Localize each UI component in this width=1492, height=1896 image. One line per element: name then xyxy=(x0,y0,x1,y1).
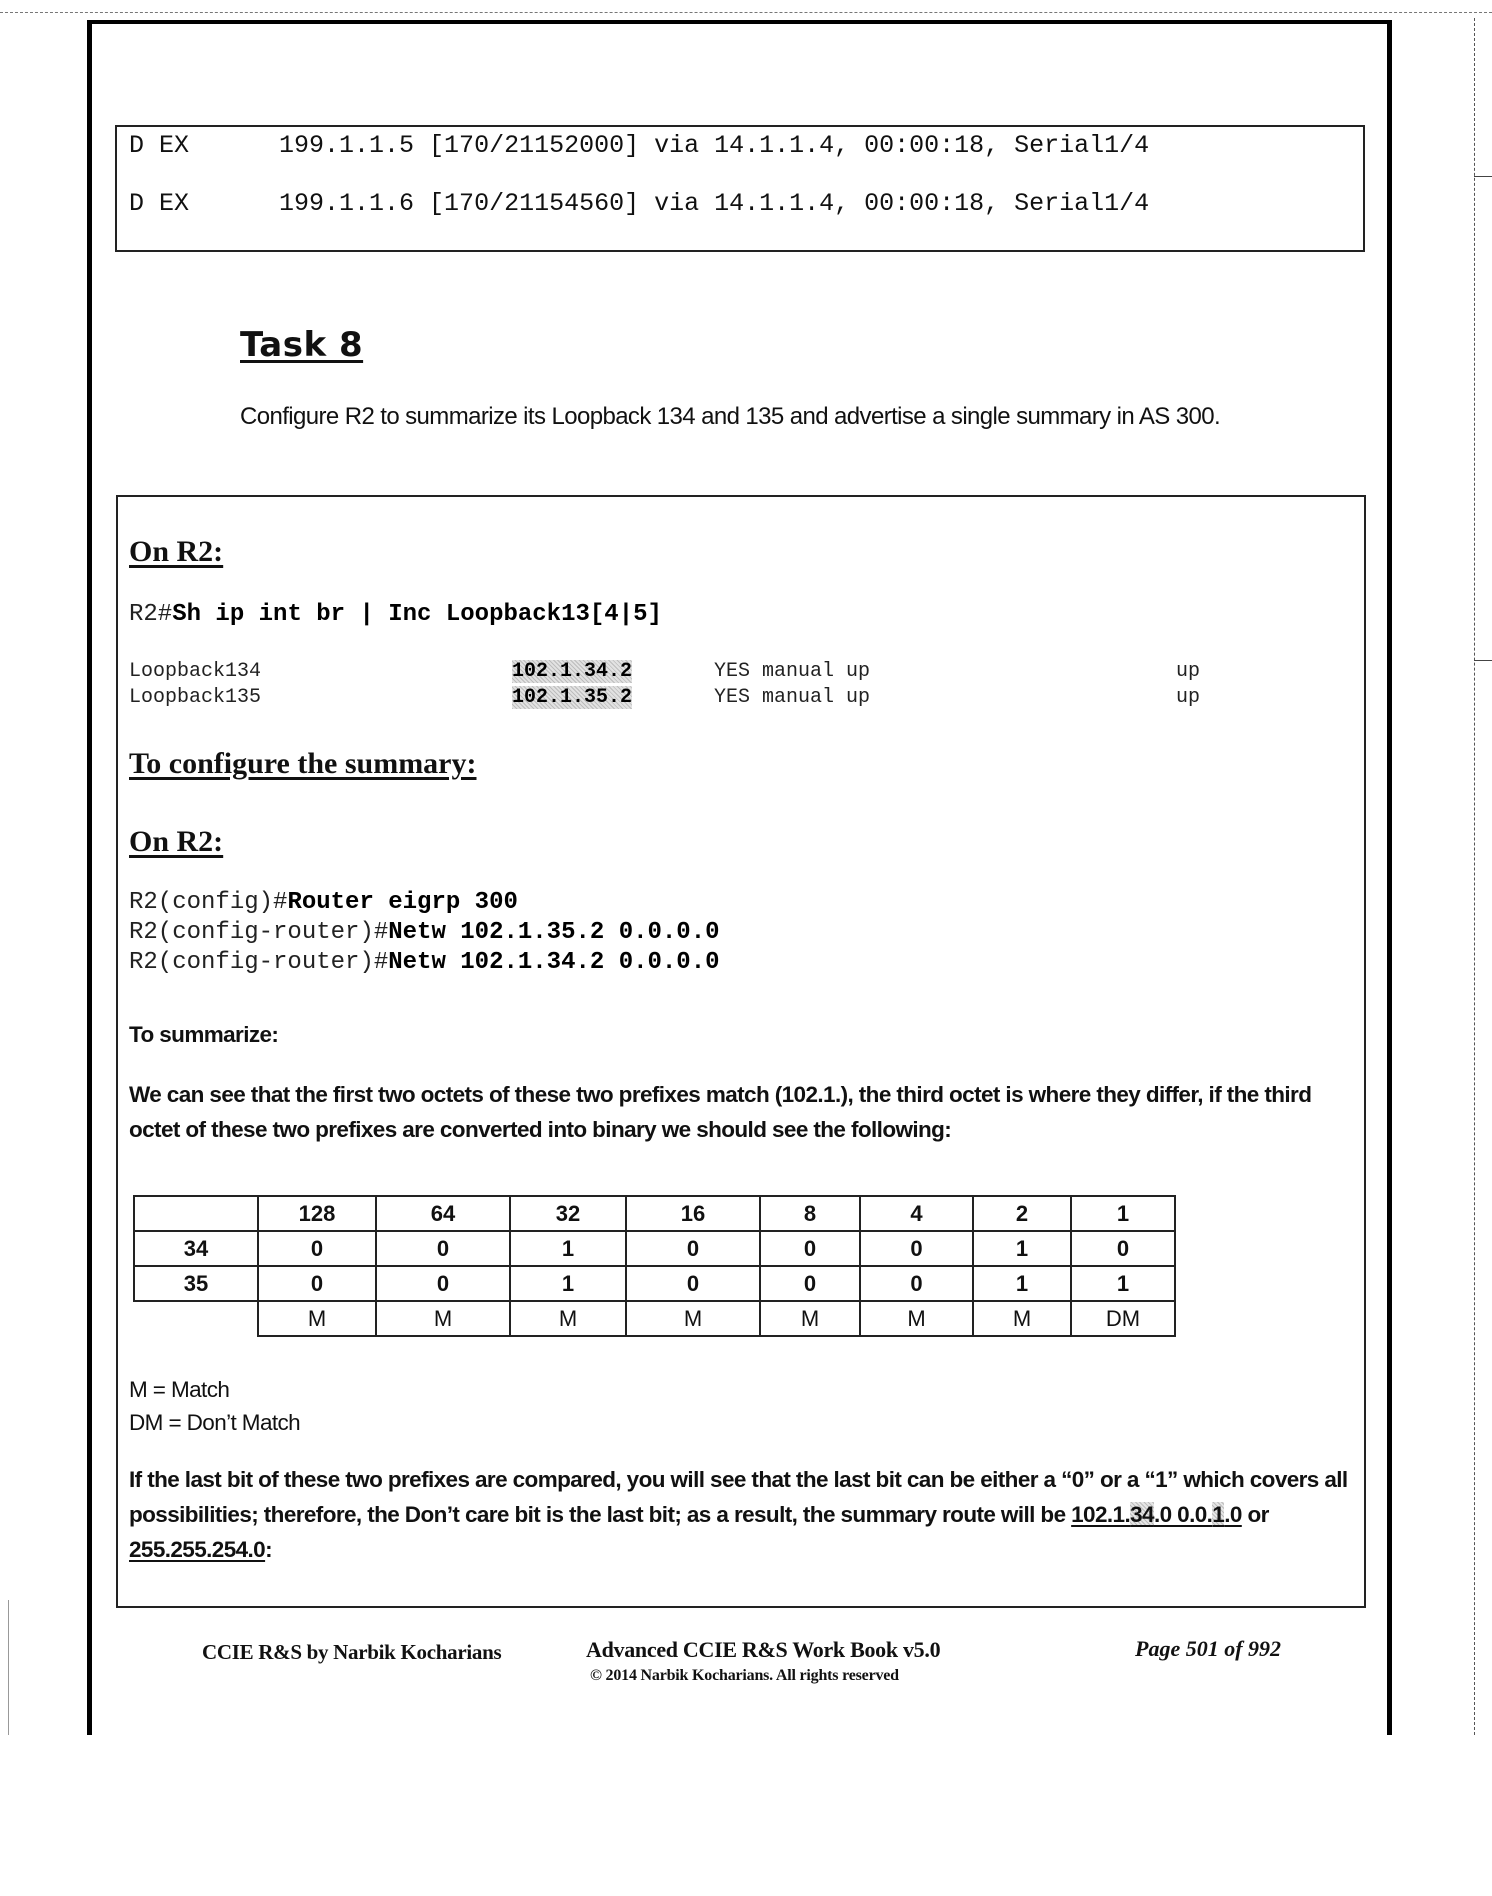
solution-box xyxy=(116,495,1366,1608)
scan-edge-right xyxy=(1474,18,1475,1735)
footer-author: CCIE R&S by Narbik Kocharians xyxy=(202,1640,502,1664)
config-line xyxy=(129,949,720,976)
cli-prompt: R2(config-router)# xyxy=(129,949,389,976)
summary-part: 102.1. xyxy=(1071,1502,1131,1527)
scan-mark xyxy=(1474,176,1492,177)
route-text: 199.1.1.6 [170/21154560] via 14.1.1.4, 00:00:18, Serial1/4 xyxy=(279,189,1150,218)
table-cell: 35 xyxy=(134,1266,258,1301)
cli-command: Sh ip int br | Inc Loopback13[4|5] xyxy=(172,601,662,628)
task-description: Configure R2 to summarize its Loopback 134 and 135 and advertise a single summary in AS 300. xyxy=(240,403,1221,430)
table-cell: 1 xyxy=(1071,1196,1175,1231)
table-cell: M xyxy=(376,1301,510,1336)
table-cell: M xyxy=(626,1301,760,1336)
table-cell: DM xyxy=(1071,1301,1175,1336)
table-cell: 1 xyxy=(973,1231,1071,1266)
legend-match: M = Match xyxy=(129,1377,230,1402)
table-cell: 1 xyxy=(510,1231,626,1266)
route-output-box xyxy=(115,125,1365,252)
scan-edge-top xyxy=(0,12,1492,13)
scan-mark xyxy=(1474,660,1492,661)
section-heading-on-r2: On R2: xyxy=(129,535,224,568)
conclusion-text: or xyxy=(1241,1502,1269,1527)
conclusion-paragraph xyxy=(129,1462,1354,1567)
section-heading-on-r2: On R2: xyxy=(129,825,224,858)
table-cell: 1 xyxy=(973,1266,1071,1301)
interface-protocol: up xyxy=(1176,686,1201,709)
task-title: Task 8 xyxy=(240,325,364,365)
cli-command: Router eigrp 300 xyxy=(287,889,518,916)
interface-protocol: up xyxy=(1176,660,1201,683)
table-cell: 16 xyxy=(626,1196,760,1231)
summary-mask: 255.255.254.0 xyxy=(129,1537,266,1562)
table-cell: 0 xyxy=(258,1231,376,1266)
binary-comparison-table xyxy=(133,1195,1176,1337)
route-code: D EX xyxy=(129,131,190,160)
conclusion-text: : xyxy=(265,1537,272,1562)
config-line xyxy=(129,919,720,946)
summarize-label: To summarize: xyxy=(129,1022,279,1047)
table-cell: 128 xyxy=(258,1196,376,1231)
scan-edge-left xyxy=(8,1600,9,1735)
table-match-row xyxy=(134,1301,1175,1336)
table-cell: 0 xyxy=(626,1231,760,1266)
show-command xyxy=(129,601,662,628)
table-cell: 0 xyxy=(760,1231,860,1266)
table-cell: 0 xyxy=(760,1266,860,1301)
table-cell: 32 xyxy=(510,1196,626,1231)
summary-part: .0 0.0. xyxy=(1153,1502,1213,1527)
table-cell: M xyxy=(760,1301,860,1336)
footer-copyright: © 2014 Narbik Kocharians. All rights reserved xyxy=(590,1667,899,1684)
cli-prompt: R2(config-router)# xyxy=(129,919,389,946)
table-cell: 1 xyxy=(1071,1266,1175,1301)
table-cell: 4 xyxy=(860,1196,973,1231)
table-cell: 1 xyxy=(510,1266,626,1301)
interface-row xyxy=(129,660,1200,683)
table-cell: M xyxy=(973,1301,1071,1336)
summary-route xyxy=(1071,1502,1242,1527)
table-cell: 64 xyxy=(376,1196,510,1231)
cli-command: Netw 102.1.35.2 0.0.0.0 xyxy=(388,919,720,946)
interface-status: YES manual up xyxy=(714,660,871,683)
table-cell: 8 xyxy=(760,1196,860,1231)
table-cell: M xyxy=(860,1301,973,1336)
summary-highlight: 34 xyxy=(1130,1502,1154,1527)
table-cell-empty xyxy=(134,1301,258,1336)
table-cell: 0 xyxy=(626,1266,760,1301)
table-cell: 2 xyxy=(973,1196,1071,1231)
table-cell: 0 xyxy=(860,1231,973,1266)
interface-ip: 102.1.35.2 xyxy=(512,686,633,709)
interface-row xyxy=(129,686,1200,709)
route-line xyxy=(129,131,1149,160)
footer-book-title: Advanced CCIE R&S Work Book v5.0 xyxy=(586,1637,941,1662)
interface-status: YES manual up xyxy=(714,686,871,709)
table-cell: 34 xyxy=(134,1231,258,1266)
legend-dont-match: DM = Don’t Match xyxy=(129,1410,301,1435)
table-row xyxy=(134,1266,1175,1301)
route-text: 199.1.1.5 [170/21152000] via 14.1.1.4, 00:00:18, Serial1/4 xyxy=(279,131,1150,160)
section-heading-configure-summary: To configure the summary: xyxy=(129,747,477,780)
table-cell: 0 xyxy=(258,1266,376,1301)
table-row xyxy=(134,1231,1175,1266)
table-header-row xyxy=(134,1196,1175,1231)
interface-name: Loopback134 xyxy=(129,660,262,683)
table-cell xyxy=(134,1196,258,1231)
table-cell: 0 xyxy=(1071,1231,1175,1266)
config-line xyxy=(129,889,518,916)
table-cell: M xyxy=(258,1301,376,1336)
footer-page-number: Page 501 of 992 xyxy=(1135,1636,1282,1661)
cli-prompt: R2# xyxy=(129,601,173,628)
cli-command: Netw 102.1.34.2 0.0.0.0 xyxy=(388,949,720,976)
conclusion-text: If the last bit of these two prefixes are compared, you will see that the last bit can be either a “0” or a “1” which covers all possibilities; therefore, the Don’t care bit is the last bit; as a result, the summary route will be xyxy=(129,1467,1348,1527)
table-cell: 0 xyxy=(376,1231,510,1266)
explanation-paragraph: We can see that the first two octets of these two prefixes match (102.1.), the third octet is where they differ, if the third octet of these two prefixes are converted into binary we should see the following: xyxy=(129,1082,1312,1142)
interface-name: Loopback135 xyxy=(129,686,262,709)
route-line xyxy=(129,189,1149,218)
table-cell: 0 xyxy=(376,1266,510,1301)
table-cell: 0 xyxy=(860,1266,973,1301)
route-code: D EX xyxy=(129,189,190,218)
table-cell: M xyxy=(510,1301,626,1336)
summary-highlight: 1 xyxy=(1212,1502,1225,1527)
cli-prompt: R2(config)# xyxy=(129,889,288,916)
interface-ip: 102.1.34.2 xyxy=(512,660,633,683)
summary-part: .0 xyxy=(1224,1502,1242,1527)
